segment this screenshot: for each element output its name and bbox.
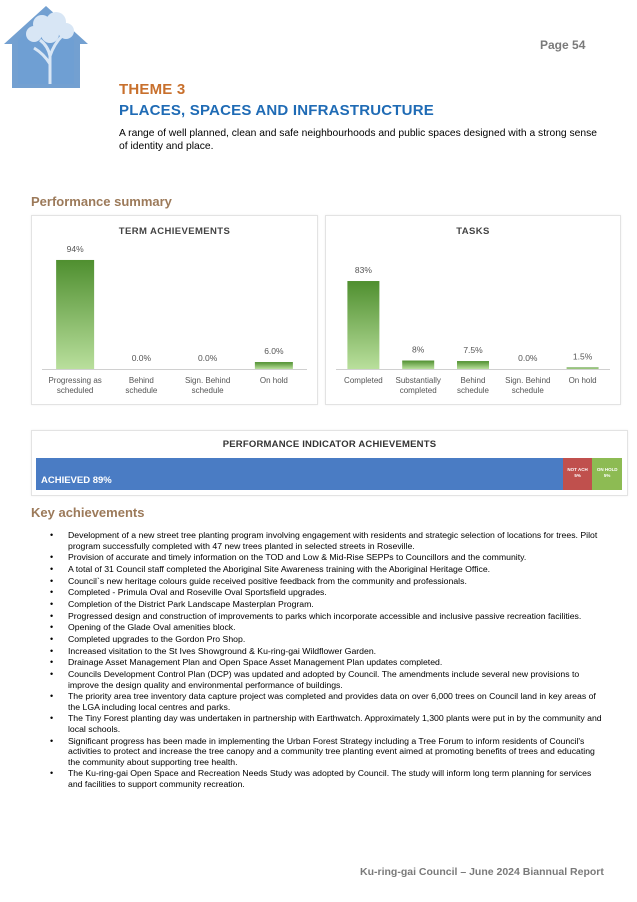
page-number: Page 54 — [540, 38, 586, 52]
theme-title: PLACES, SPACES AND INFRASTRUCTURE — [119, 102, 434, 119]
category-label: completed — [399, 386, 437, 395]
term-achievements-chart-panel — [31, 215, 318, 405]
data-label: 83% — [354, 265, 372, 276]
data-label: 94% — [66, 243, 84, 254]
category-label: schedule — [456, 386, 490, 395]
category-label: schedule — [125, 386, 158, 395]
bar — [457, 361, 489, 369]
category-label: Behind — [460, 376, 486, 385]
term-achievements-chart — [32, 216, 317, 404]
category-label: schedule — [511, 386, 544, 395]
term-achievements-title: TERM ACHIEVEMENTS — [118, 226, 231, 237]
list-item: • The Ku-ring-gai Open Space and Recreation Needs Study was adopted by Council. The study will inform long term planning for services and facilities to support community recreation. — [50, 768, 605, 789]
category-label: On hold — [259, 376, 288, 385]
data-label: 0.0% — [131, 353, 152, 363]
category-label: Sign. Behind — [505, 376, 551, 385]
category-label: Sign. Behind — [184, 376, 231, 385]
category-label: Substantially — [395, 376, 441, 385]
list-item: • Completed - Primula Oval and Roseville Oval Sportsfield upgrades. — [50, 587, 605, 598]
key-achievements-list — [50, 530, 605, 791]
list-item: • Drainage Asset Management Plan and Open Space Asset Management Plan updates completed. — [50, 657, 605, 668]
list-item: • Increased visitation to the St Ives Showground & Ku-ring-gai Wildflower Garden. — [50, 646, 605, 657]
performance-indicator-panel — [31, 430, 628, 496]
tasks-chart — [326, 216, 620, 404]
list-item: • Significant progress has been made in implementing the Urban Forest Strategy including a Tree Forum to inform residents of Council's activities to protect and increase the tree canopy and a community tree planting event aimed at promoting benefits of trees and educating the community about supporting tree health. — [50, 736, 605, 768]
pi-achieved-label: ACHIEVED 89% — [41, 475, 112, 486]
pi-on-hold-label: ON HOLD — [596, 467, 618, 472]
pi-on-hold-segment — [592, 458, 622, 490]
list-item: • The priority area tree inventory data capture project was completed and provides data on over 6,000 trees on Council land in key areas of the LGA including local centres and parks. — [50, 691, 605, 712]
pi-on-hold-value: 5% — [603, 473, 611, 478]
bar — [347, 281, 379, 369]
theme-label: THEME 3 — [119, 81, 186, 98]
bar — [567, 367, 599, 369]
category-label: schedule — [191, 386, 224, 395]
pi-not-achieved-segment — [563, 458, 593, 490]
performance-summary-heading: Performance summary — [31, 194, 172, 209]
performance-indicator-title: PERFORMANCE INDICATOR ACHIEVEMENTS — [222, 439, 437, 450]
data-label: 0.0% — [518, 353, 538, 363]
data-label: 7.5% — [463, 345, 483, 356]
data-label: 6.0% — [264, 346, 284, 357]
bar — [255, 362, 293, 369]
category-label: Behind — [128, 376, 154, 385]
tasks-title: TASKS — [456, 226, 490, 237]
list-item: • Completed upgrades to the Gordon Pro Shop. — [50, 634, 605, 645]
list-item: • Development of a new street tree planting program involving engagement with residents and strategic selection of locations for trees. Pilot program successfully completed with 47 new trees planted in selected streets in Roseville. — [50, 530, 605, 551]
category-label: scheduled — [56, 386, 94, 395]
tasks-chart-panel — [325, 215, 621, 405]
list-item: • A total of 31 Council staff completed the Aboriginal Site Awareness training with the Aboriginal Heritage Office. — [50, 564, 605, 575]
list-item: • Councils Development Control Plan (DCP) was updated and adopted by Council. The amendments include several new provisions to improve the design quality and environmental performance of buildings. — [50, 669, 605, 690]
key-achievements-heading: Key achievements — [31, 505, 145, 520]
data-label: 0.0% — [197, 353, 218, 363]
category-label: Progressing as — [48, 376, 102, 385]
data-label: 8% — [412, 344, 425, 355]
pi-achieved-segment — [36, 458, 563, 490]
footer-text: Ku-ring-gai Council – June 2024 Biannual Report — [360, 866, 604, 878]
list-item: • Provision of accurate and timely information on the TOD and Low & Mid-Rise SEPPs to Councillors and the community. — [50, 552, 605, 563]
theme-description: A range of well planned, clean and safe neighbourhoods and public spaces designed with a strong sense of identity and place. — [119, 128, 597, 152]
pi-not-achieved-value: 5% — [574, 473, 581, 478]
house-tree-logo-icon — [4, 4, 88, 88]
category-label: On hold — [568, 376, 597, 385]
list-item: • Completion of the District Park Landscape Masterplan Program. — [50, 599, 605, 610]
list-item: • Opening of the Glade Oval amenities block. — [50, 622, 605, 633]
list-item: • The Tiny Forest planting day was undertaken in partnership with Earthwatch. Approximately 1,300 plants were put in by the community and local schools. — [50, 713, 605, 734]
performance-indicator-bar — [36, 458, 622, 490]
category-label: Completed — [344, 376, 383, 385]
list-item: • Progressed design and construction of improvements to parks which incorporate accessible and inclusive passive recreation facilities. — [50, 611, 605, 622]
list-item: • Council`s new heritage colours guide received positive feedback from the community and professionals. — [50, 576, 605, 587]
bar — [402, 361, 434, 369]
data-label: 1.5% — [572, 351, 593, 362]
pi-not-achieved-label: NOT ACH — [567, 467, 588, 472]
bar — [56, 260, 94, 369]
